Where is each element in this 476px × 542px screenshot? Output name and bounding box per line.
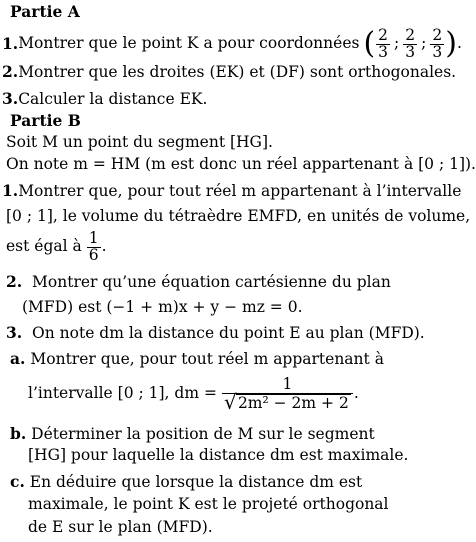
part-b-question-1-line-3 <box>6 229 107 265</box>
fraction-numerator: 2 <box>405 26 416 44</box>
period: . <box>456 34 462 53</box>
question-text: On note dm la distance du point E au plan (MFD). <box>32 324 425 342</box>
period: . <box>353 384 359 403</box>
part-b-question-1-line-2: [0 ; 1], le volume du tétraèdre EMFD, en unités de volume, <box>6 207 471 225</box>
coordinates-k <box>363 28 461 60</box>
question-text: Montrer qu’une équation cartésienne du plan <box>32 273 391 291</box>
question-number: 3. <box>6 323 23 342</box>
radical-sign: √ <box>223 389 237 414</box>
fraction-denominator: 6 <box>88 245 99 264</box>
separator: ; <box>421 34 427 53</box>
question-number: 3. <box>2 89 19 108</box>
question-number: 1. <box>2 181 19 200</box>
part-a-question-2 <box>2 64 456 81</box>
part-b-question-3c-line-2: maximale, le point K est le projeté orthogonal <box>28 495 389 513</box>
separator: ; <box>394 34 400 53</box>
question-number: 2. <box>6 272 23 291</box>
question-text: l’intervalle [0 ; 1], dm = <box>28 384 217 403</box>
fraction-numerator: 2 <box>378 26 389 44</box>
coord-z-fraction <box>430 28 444 60</box>
part-b-intro-line-1: Soit M un point du segment [HG]. <box>6 133 273 151</box>
open-paren: ( <box>363 26 376 61</box>
part-b-question-2-line-1 <box>6 274 391 291</box>
question-number: 1. <box>2 34 19 54</box>
part-a-question-3 <box>2 91 207 108</box>
part-a-title: Partie A <box>10 2 80 21</box>
coord-y-fraction <box>403 28 417 60</box>
part-b-intro-line-2: On note m = HM (m est donc un réel appartenant à [0 ; 1]). <box>6 155 476 173</box>
question-text: En déduire que lorsque la distance dm est <box>29 473 363 491</box>
fraction-denominator <box>222 389 353 414</box>
subquestion-label: c. <box>10 472 25 491</box>
part-b-question-3b-line-2: [HG] pour laquelle la distance dm est maximale. <box>28 446 409 464</box>
part-b-question-3a-line-2 <box>28 372 359 416</box>
fraction-numerator: 2 <box>432 26 443 44</box>
coord-x-fraction <box>376 28 390 60</box>
question-text: Montrer que les droites (EK) et (DF) sont orthogonales. <box>18 63 457 81</box>
question-number: 2. <box>2 62 19 81</box>
part-b-question-3 <box>6 325 425 342</box>
fraction-numerator: 1 <box>88 229 99 247</box>
question-text: Montrer que le point K a pour coordonnées <box>18 34 360 53</box>
part-b-title: Partie B <box>10 111 81 130</box>
close-paren: ) <box>445 26 457 61</box>
volume-fraction <box>87 231 101 263</box>
fraction-numerator: 1 <box>282 375 293 393</box>
part-b-question-3a-line-1 <box>10 351 384 368</box>
question-text: Montrer que, pour tout réel m appartenant à <box>30 350 384 368</box>
fraction-denominator: 3 <box>405 42 416 61</box>
part-b-question-3c-line-3: de E sur le plan (MFD). <box>28 518 213 536</box>
question-text: Montrer que, pour tout réel m appartenant à l’intervalle <box>18 182 462 200</box>
part-b-question-1-line-1 <box>2 183 461 200</box>
fraction-denominator: 3 <box>432 42 443 61</box>
question-text: est égal à <box>6 237 82 256</box>
square-root <box>223 389 351 414</box>
distance-formula <box>222 375 353 414</box>
period: . <box>101 237 107 256</box>
part-b-question-3b-line-1 <box>10 426 375 443</box>
subquestion-label: b. <box>10 424 27 443</box>
radicand: 2m² − 2m + 2 <box>237 393 349 412</box>
part-a-question-1 <box>2 26 462 62</box>
fraction-denominator: 3 <box>378 42 389 61</box>
part-b-question-2-line-2: (MFD) est (−1 + m)x + y − mz = 0. <box>22 298 303 316</box>
part-b-question-3c-line-1 <box>10 474 362 491</box>
question-text: Calculer la distance EK. <box>18 90 208 108</box>
question-text: Déterminer la position de M sur le segment <box>31 425 375 443</box>
subquestion-label: a. <box>10 349 26 368</box>
